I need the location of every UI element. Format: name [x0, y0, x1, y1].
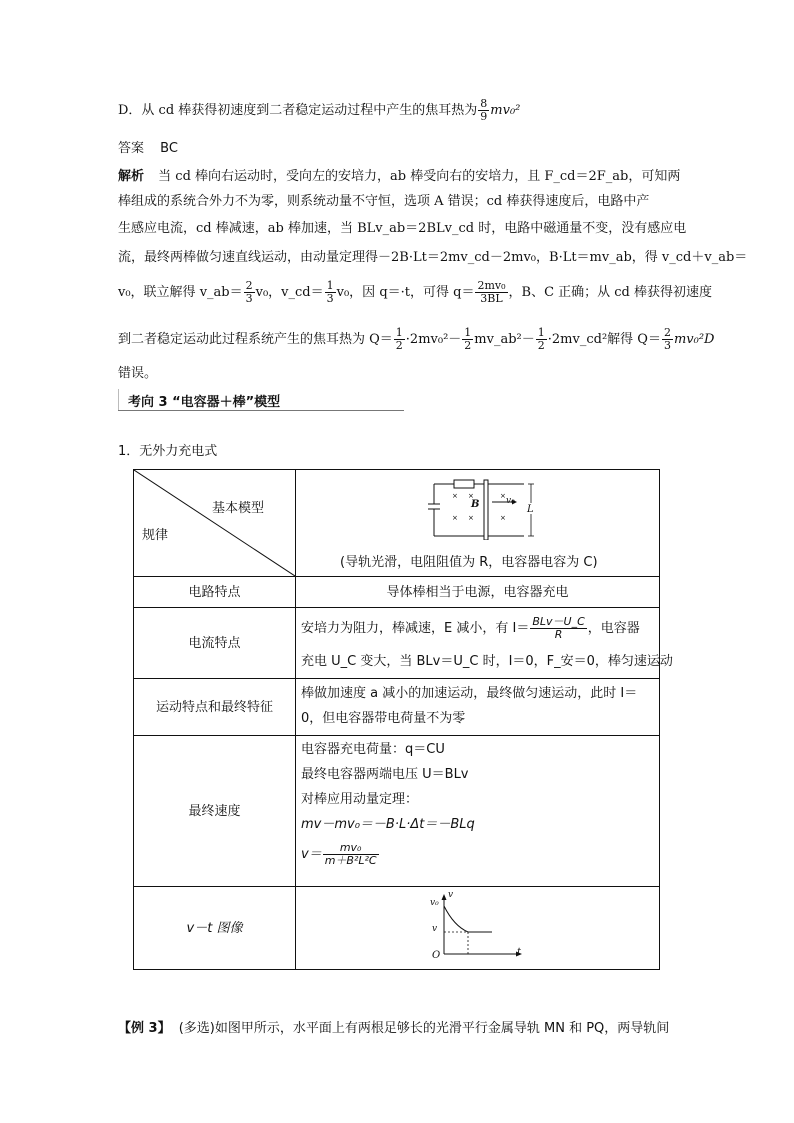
- graph-label-v0: v₀: [430, 898, 439, 908]
- model-caption: (导轨光滑，电阻阻值为 R，电容器电容为 C): [340, 555, 598, 570]
- text-seg: v＝: [301, 847, 322, 862]
- frac-num: 2mv₀: [477, 279, 506, 292]
- section-header: [118, 389, 404, 411]
- answer-line: [118, 140, 178, 158]
- analysis-line-5: [118, 280, 712, 305]
- row-content-circuit: 导体棒相当于电源，电容器充电: [386, 584, 569, 600]
- frac-den: 3BL: [480, 292, 503, 305]
- frac-den: 2: [537, 339, 545, 352]
- frac-den: m＋B²L²C: [324, 854, 377, 867]
- text-seg: mv₀²D: [673, 332, 715, 347]
- row-content-final-4: mv－mv₀＝－B·L·Δt＝－BLq: [301, 817, 475, 832]
- graph-label-v: v: [432, 924, 438, 934]
- row-content-motion-2: 0，但电容器带电荷量不为零: [301, 711, 466, 726]
- example-line: [118, 1020, 669, 1038]
- row-content-current-2: 充电 U_C 变大，当 BLv＝U_C 时，I＝0，F_安＝0，棒匀速运动: [301, 654, 673, 669]
- row-label-vt-graph: v－t 图像: [186, 920, 243, 936]
- example-label: 【例 3】: [118, 1021, 171, 1036]
- frac-num: mv₀: [323, 842, 379, 855]
- frac-num: 1: [326, 279, 334, 292]
- analysis-line-7: 错误。: [118, 366, 158, 381]
- row-content-current-1: [301, 616, 640, 641]
- subsection-title: 1．无外力充电式: [118, 444, 218, 459]
- circuit-label-b: B: [471, 499, 480, 510]
- analysis-line-1: [118, 168, 680, 186]
- frac-den: 3: [326, 292, 334, 305]
- frac-num: 2: [663, 326, 671, 339]
- frac-num: 1: [395, 326, 403, 339]
- row-content-final-5: [301, 842, 380, 867]
- text-seg: ，电容器: [587, 621, 640, 636]
- circuit-label-v0: v₀: [506, 496, 515, 506]
- option-d-text: D．从 cd 棒获得初速度到二者稳定运动过程中产生的焦耳热为: [118, 103, 478, 118]
- analysis-line-4: 流，最终两棒做匀速直线运动，由动量定理得－2B·Lt＝2mv_cd－2mv₀，B·Lt＝mv_ab，得 v_cd＋v_ab＝: [118, 250, 748, 265]
- row-label-motion: 运动特点和最终特征: [155, 699, 273, 715]
- model-table: [133, 469, 673, 970]
- text-seg: v₀，v_cd＝: [255, 285, 324, 300]
- row-content-final-1: 电容器充电荷量：q＝CU: [301, 742, 445, 757]
- answer-value: BC: [160, 141, 178, 156]
- row-content-final-3: 对棒应用动量定理：: [301, 792, 419, 807]
- text-seg: 安培力为阻力，棒减速，E 减小，有 I＝: [301, 621, 530, 636]
- text-seg: ·2mv₀²－: [405, 332, 462, 347]
- frac-num: 1: [464, 326, 472, 339]
- text-seg: mv_ab²－: [474, 332, 535, 347]
- header-top-label: 基本模型: [212, 501, 265, 516]
- svg-text:×: ×: [500, 514, 506, 522]
- answer-label: 答案: [118, 141, 145, 156]
- analysis-line-2: 棒组成的系统合外力不为零，则系统动量不守恒，选项 A 错误；cd 棒获得速度后，电路中产: [118, 194, 650, 209]
- text-seg: v₀，联立解得 v_ab＝: [118, 285, 243, 300]
- svg-text:×: ×: [452, 492, 458, 500]
- analysis-text-1: 当 cd 棒向右运动时，受向左的安培力，ab 棒受向右的安培力，且 F_cd＝2F_ab，可知两: [158, 169, 681, 184]
- section-title: 考向 3 “电容器＋棒”模型: [128, 395, 281, 410]
- frac-den: 2: [395, 339, 403, 352]
- option-d: [118, 98, 520, 123]
- row-content-motion-1: 棒做加速度 a 减小的加速运动，最终做匀速运动，此时 I＝: [301, 686, 638, 701]
- analysis-line-3: 生感应电流，cd 棒减速，ab 棒加速，当 BLv_ab＝2BLv_cd 时，电路中磁通量不变，没有感应电: [118, 221, 687, 236]
- analysis-line-6: [118, 327, 714, 352]
- header-diagonal: [134, 470, 295, 576]
- frac-den: R: [554, 628, 563, 641]
- frac-num: BLv－U_C: [532, 615, 585, 628]
- frac-num: 2: [245, 279, 253, 292]
- example-text: (多选)如图甲所示，水平面上有两根足够长的光滑平行金属导轨 MN 和 PQ，两导轨间: [178, 1021, 670, 1036]
- circuit-diagram: [424, 476, 544, 540]
- frac-den: 9: [480, 110, 488, 123]
- circuit-label-l: L: [527, 504, 534, 515]
- frac-den: 3: [245, 292, 253, 305]
- svg-text:×: ×: [452, 514, 458, 522]
- frac-den: 2: [464, 339, 472, 352]
- text-seg: ·2mv_cd²解得 Q＝: [547, 332, 661, 347]
- option-d-tail: mv₀²: [490, 103, 521, 118]
- row-label-circuit: 电路特点: [188, 584, 241, 600]
- svg-text:×: ×: [500, 492, 506, 500]
- graph-origin: O: [432, 950, 441, 961]
- row-label-final-speed: 最终速度: [188, 803, 241, 819]
- svg-text:×: ×: [468, 514, 474, 522]
- row-label-current: 电流特点: [188, 635, 241, 651]
- table-vdivider: [295, 470, 296, 969]
- vt-graph: [434, 892, 524, 962]
- graph-axis-t: t: [517, 947, 522, 958]
- text-seg: v₀，因 q＝·t，可得 q＝: [336, 285, 475, 300]
- frac-den: 3: [663, 339, 671, 352]
- row-content-final-2: 最终电容器两端电压 U＝BLv: [301, 767, 469, 782]
- text-seg: ，B、C 正确；从 cd 棒获得初速度: [508, 285, 713, 300]
- svg-text:×: ×: [468, 492, 474, 500]
- text-seg: 到二者稳定运动此过程系统产生的焦耳热为 Q＝: [118, 332, 393, 347]
- graph-axis-v: v: [448, 890, 454, 900]
- header-bottom-label: 规律: [142, 528, 169, 543]
- frac-num: 8: [480, 97, 488, 110]
- analysis-label: 解析: [118, 169, 145, 184]
- frac-num: 1: [537, 326, 545, 339]
